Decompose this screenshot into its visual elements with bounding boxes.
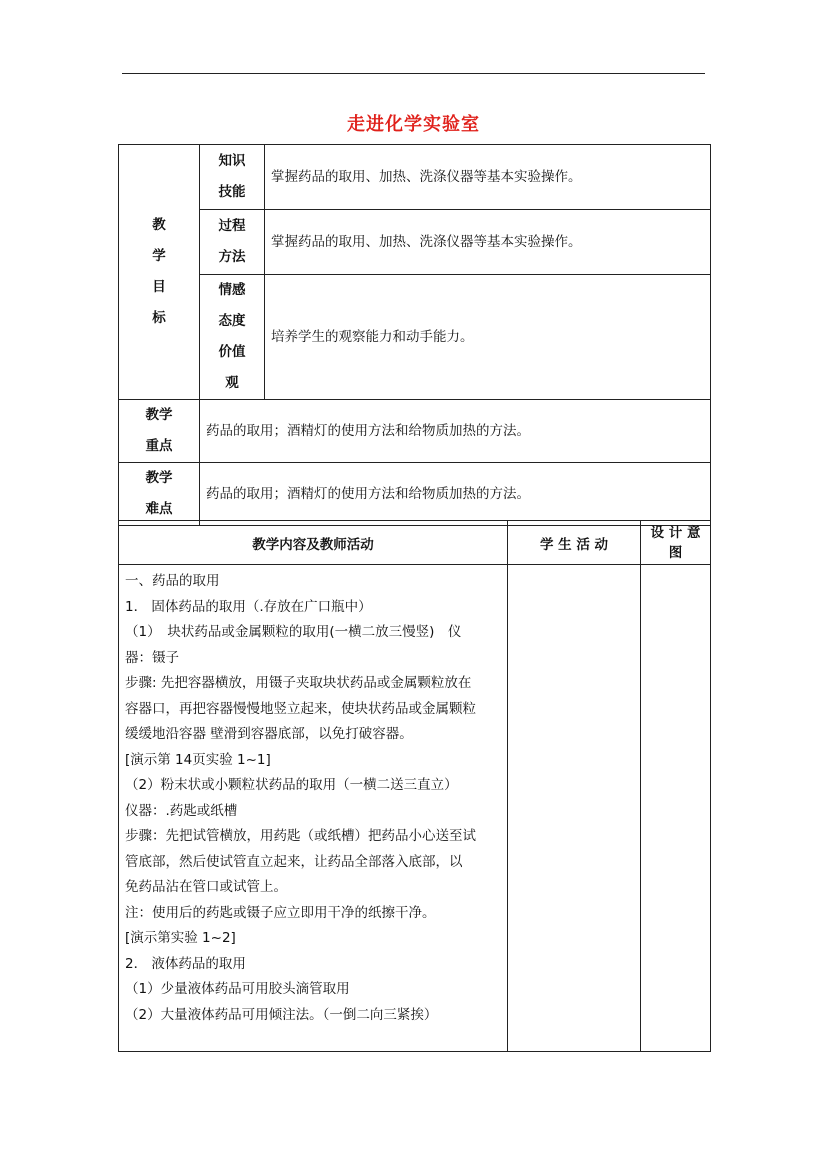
content-line: 器：镊子	[125, 649, 179, 666]
content-line: 容器口，再把容器慢慢地竖立起来，使块状药品或金属颗粒	[125, 700, 476, 717]
objective-row	[119, 145, 711, 210]
activity-header-row	[119, 521, 711, 565]
content-line: 步骤: 先把容器横放，用镊子夹取块状药品或金属颗粒放在	[125, 675, 472, 691]
content-line: （2）粉末状或小颗粒状药品的取用（一横二送三直立）	[125, 777, 458, 793]
label-line: 难点	[145, 501, 173, 517]
activity-table	[118, 520, 711, 1052]
label-line: 教学	[145, 407, 173, 423]
objective-text-process: 掌握药品的取用、加热、洗涤仪器等基本实验操作。	[265, 210, 711, 275]
label-line: 观	[225, 375, 239, 391]
content-line: 步骤：先把试管横放，用药匙（或纸槽）把药品小心送至试	[125, 828, 476, 844]
header-teacher-activity: 教学内容及教师活动	[119, 521, 508, 565]
content-line: （1）少量液体药品可用胶头滴管取用	[125, 981, 350, 997]
header-line: 图	[668, 544, 683, 561]
key-point-text: 药品的取用；酒精灯的使用方法和给物质加热的方法。	[200, 400, 711, 463]
objective-text-attitude: 培养学生的观察能力和动手能力。	[265, 275, 711, 400]
label-line: 价值	[218, 344, 246, 360]
header-student-activity: 学 生 活 动	[508, 521, 641, 565]
teaching-objectives-label	[119, 145, 200, 400]
label-line: 情感	[218, 282, 246, 298]
label-char: 目	[152, 279, 166, 295]
difficulty-row	[119, 463, 711, 526]
label-line: 重点	[145, 438, 173, 454]
objective-text-knowledge: 掌握药品的取用、加热、洗涤仪器等基本实验操作。	[265, 145, 711, 210]
label-line: 过程	[218, 218, 246, 234]
label-line: 态度	[218, 313, 246, 329]
header-rule	[122, 73, 705, 74]
label-char: 学	[152, 248, 166, 264]
content-line: 注：使用后的药匙或镊子应立即用干净的纸擦干净。	[125, 904, 436, 921]
label-line: 教学	[145, 470, 173, 486]
content-line: 2． 液体药品的取用	[125, 955, 246, 972]
label-line: 技能	[218, 184, 246, 200]
objective-label-attitude	[200, 275, 265, 400]
content-line: 1． 固体药品的取用（.存放在广口瓶中）	[125, 598, 372, 615]
header-design-intent	[641, 521, 711, 565]
key-point-label	[119, 400, 200, 463]
student-activity-cell	[508, 565, 641, 1052]
content-line: （1） 块状药品或金属颗粒的取用(一横二放三慢竖) 仪	[125, 624, 462, 640]
key-point-row	[119, 400, 711, 463]
difficulty-text: 药品的取用；酒精灯的使用方法和给物质加热的方法。	[200, 463, 711, 526]
difficulty-label	[119, 463, 200, 526]
design-intent-cell	[641, 565, 711, 1052]
content-line: 缓缓地沿容器 壁滑到容器底部，以免打破容器。	[125, 726, 413, 742]
document-title: 走进化学实验室	[347, 114, 480, 135]
objectives-table	[118, 144, 711, 526]
content-line: 仪器：.药匙或纸槽	[125, 802, 238, 819]
header-line: 设 计 意	[650, 524, 701, 541]
label-char: 标	[152, 310, 166, 326]
content-line: 免药品沾在管口或试管上。	[125, 879, 287, 895]
content-line: [演示第实验 1~2]	[125, 930, 236, 946]
label-line: 方法	[218, 249, 246, 265]
teacher-activity-content	[119, 565, 508, 1052]
content-line: [演示第 14页实验 1~1]	[125, 751, 271, 768]
objective-label-process	[200, 210, 265, 275]
objective-row	[119, 210, 711, 275]
objective-row	[119, 275, 711, 400]
objective-label-knowledge	[200, 145, 265, 210]
label-line: 知识	[218, 153, 246, 169]
content-line: （2）大量液体药品可用倾注法。（一倒二向三紧挨）	[125, 1006, 438, 1023]
label-char: 教	[152, 217, 166, 233]
content-line: 一、药品的取用	[125, 573, 220, 589]
content-line: 管底部，然后使试管直立起来，让药品全部落入底部，以	[125, 853, 463, 870]
activity-content-row	[119, 565, 711, 1052]
